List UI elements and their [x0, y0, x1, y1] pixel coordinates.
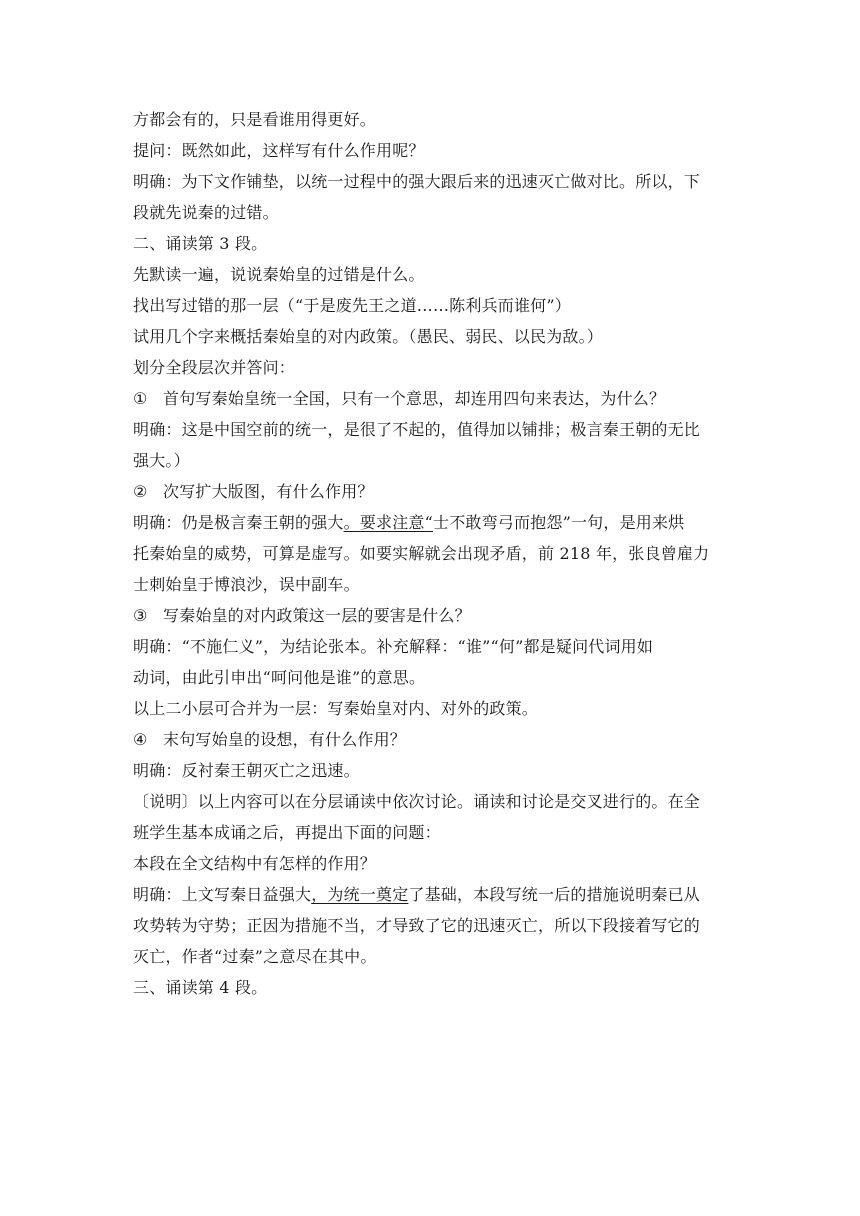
- list-marker: ②: [133, 482, 148, 501]
- text-line: 试用几个字来概括秦始皇的对内政策。（愚民、弱民、以民为敌。）: [133, 327, 604, 346]
- text-line: 明确：反衬秦王朝灭亡之迅速。: [133, 761, 360, 780]
- text-line: 〔说明〕以上内容可以在分层诵读中依次讨论。诵读和讨论是交叉进行的。在全: [133, 792, 701, 811]
- list-marker: ③: [133, 606, 148, 625]
- text-line: 段就先说秦的过错。: [133, 203, 279, 222]
- text-line: 本段在全文结构中有怎样的作用？: [133, 854, 377, 873]
- question-text: 末句写始皇的设想，有什么作用？: [163, 730, 407, 749]
- text-line: [133, 507, 733, 538]
- text-line: 明确：这是中国空前的统一，是很了不起的，值得加以铺排；极言秦王朝的无比: [133, 420, 701, 439]
- text-line: 划分全段层次并答问：: [133, 358, 296, 377]
- text-segment: 明确：上文写秦日益强大: [133, 885, 312, 904]
- numbered-question: [133, 724, 733, 755]
- section-heading: 二、诵读第 3 段。: [133, 234, 268, 253]
- underlined-text: 。要求注意“: [343, 513, 433, 532]
- question-text: 首句写秦始皇统一全国，只有一个意思，却连用四句来表达，为什么？: [163, 389, 666, 408]
- text-line: 班学生基本成诵之后，再提出下面的问题：: [133, 823, 441, 842]
- question-text: 次写扩大版图，有什么作用？: [163, 482, 374, 501]
- text-line: 强大。）: [133, 451, 190, 470]
- text-segment: 明确：仍是极言秦王朝的强大: [133, 513, 344, 532]
- numbered-question: [133, 476, 733, 507]
- text-line: 士刺始皇于博浪沙，误中副车。: [133, 575, 360, 594]
- text-segment: 了基础，本段写统一后的措施说明秦已从: [408, 885, 701, 904]
- list-marker: ④: [133, 730, 148, 749]
- text-line: 方都会有的，只是看谁用得更好。: [133, 110, 377, 129]
- numbered-question: [133, 383, 733, 414]
- text-line: 攻势转为守势；正因为措施不当，才导致了它的迅速灭亡，所以下段接着写它的: [133, 916, 701, 935]
- question-text: 写秦始皇的对内政策这一层的要害是什么？: [163, 606, 471, 625]
- text-line: 托秦始皇的威势，可算是虚写。如要实解就会出现矛盾，前 218 年，张良曾雇力: [133, 544, 710, 563]
- underlined-text: ，为统一奠定: [311, 885, 409, 904]
- numbered-question: [133, 600, 733, 631]
- text-line: 找出写过错的那一层（“于是废先王之道……陈利兵而谁何”）: [133, 296, 571, 315]
- text-segment: 士不敢弯弓而抱怨”一句，是用来烘: [433, 513, 685, 532]
- section-heading: 三、诵读第 4 段。: [133, 978, 268, 997]
- text-line: 先默读一遍，说说秦始皇的过错是什么。: [133, 265, 425, 284]
- text-line: 灭亡，作者“过秦”之意尽在其中。: [133, 947, 377, 966]
- text-line: 以上二小层可合并为一层：写秦始皇对内、对外的政策。: [133, 699, 539, 718]
- text-line: 动词，由此引申出“呵问他是谁”的意思。: [133, 668, 426, 687]
- text-line: 明确：“不施仁义”，为结论张本。补充解释：“谁”“何”都是疑问代词用如: [133, 637, 654, 656]
- document-body: [133, 104, 733, 1003]
- text-line: [133, 879, 733, 910]
- list-marker: ①: [133, 389, 148, 408]
- text-line: 提问：既然如此，这样写有什么作用呢？: [133, 141, 425, 160]
- text-line: 明确：为下文作铺垫，以统一过程中的强大跟后来的迅速灭亡做对比。所以，下: [133, 172, 701, 191]
